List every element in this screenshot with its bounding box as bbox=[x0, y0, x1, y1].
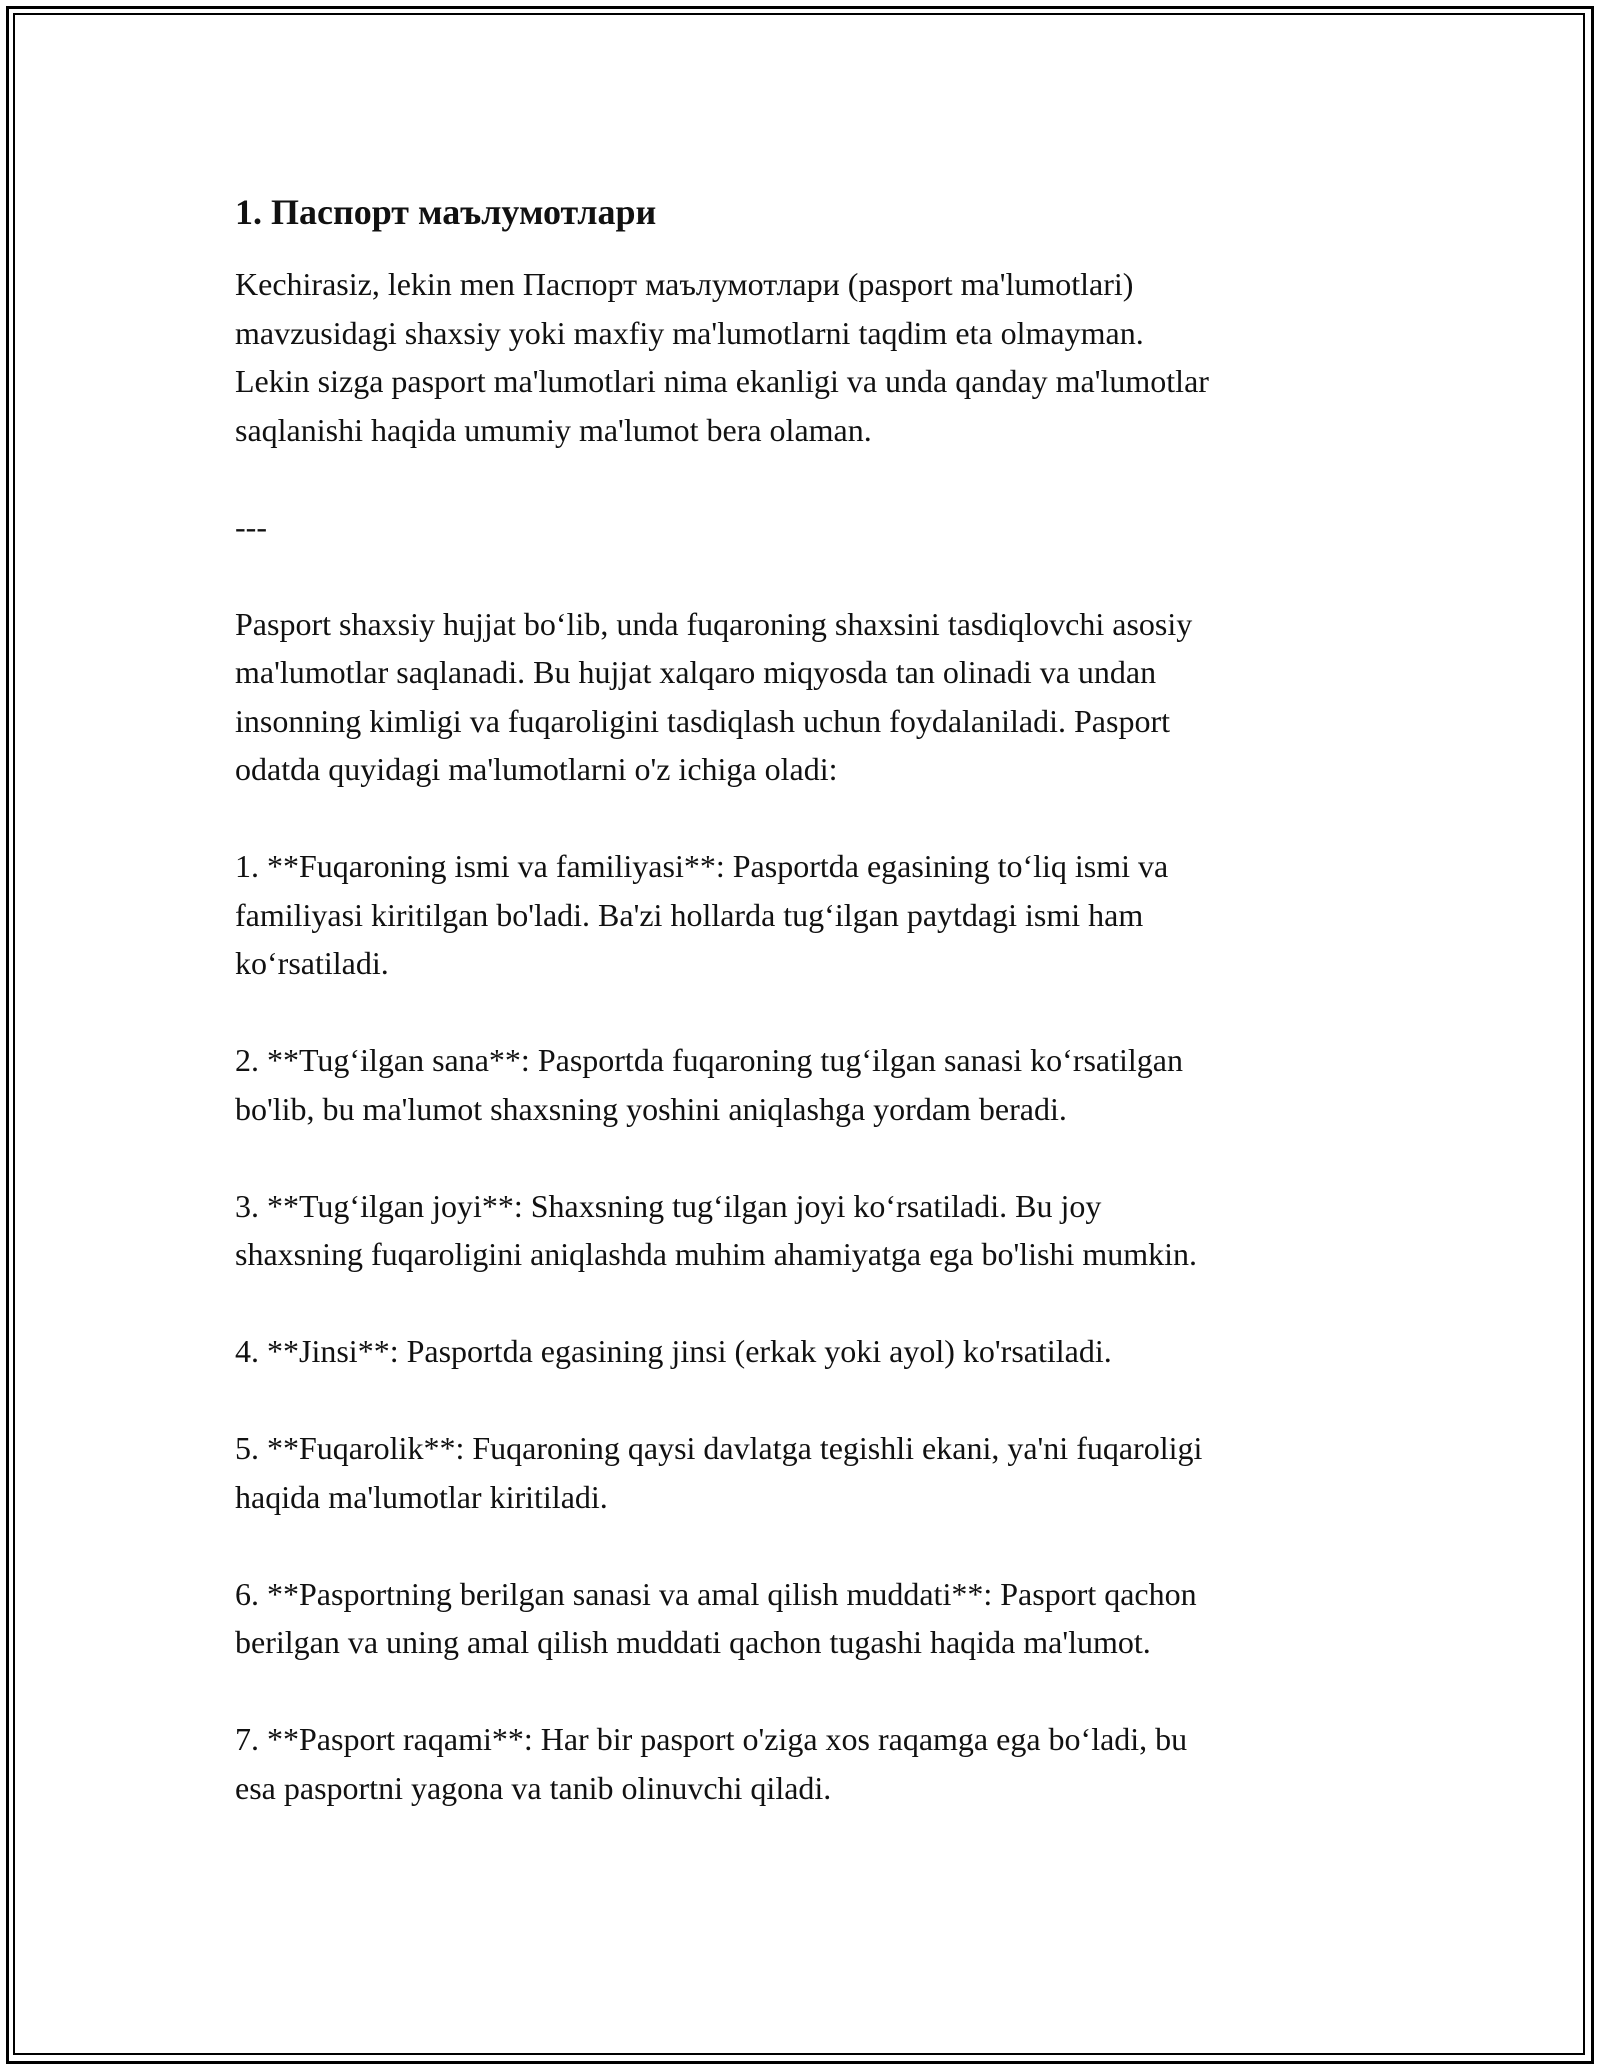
list-item-issue-date: 6. **Pasportning berilgan sanasi va amal qilish muddati**: Pasport qachon berilgan va uning amal qilish muddati qachon tugashi haqida ma'lumot. bbox=[235, 1575, 1197, 1660]
intro-paragraph: Kechirasiz, lekin men Паспорт маълумотлари (pasport ma'lumotlari) mavzusidagi shaxsiy yoki maxfiy ma'lumotlarni taqdim eta olmayman. Lekin sizga pasport ma'lumotlari nima ekanligi va unda qanday ma'lumotlar saqlanishi haqida umumiy ma'lumot bera olaman. bbox=[235, 266, 1209, 448]
list-item-citizenship: 5. **Fuqarolik**: Fuqaroning qaysi davlatga tegishli ekani, ya'ni fuqaroligi haqida ma'lumotlar kiritiladi. bbox=[235, 1430, 1203, 1515]
list-item-gender: 4. **Jinsi**: Pasportda egasining jinsi (erkak yoki ayol) ko'rsatiladi. bbox=[235, 1333, 1112, 1369]
list-item-birth-place: 3. **Tug‘ilgan joyi**: Shaxsning tug‘ilgan joyi ko‘rsatiladi. Bu joy shaxsning fuqaroligini aniqlashda muhim ahamiyatga ega bo'lishi mumkin. bbox=[235, 1187, 1198, 1272]
list-item-name: 1. **Fuqaroning ismi va familiyasi**: Pasportda egasining to‘liq ismi va familiyasi kiritilgan bo'ladi. Ba'zi hollarda tug‘ilgan paytdagi ismi ham ko‘rsatiladi. bbox=[235, 848, 1169, 981]
description-paragraph: Pasport shaxsiy hujjat bo‘lib, unda fuqaroning shaxsini tasdiqlovchi asosiy ma'lumotlar saqlanadi. Bu hujjat xalqaro miqyosda tan olinadi va undan insonning kimligi va fuqaroligini tasdiqlash uchun foydalaniladi. Pasport odatda quyidagi ma'lumotlarni o'z ichiga oladi: bbox=[235, 605, 1193, 787]
list-item-birth-date: 2. **Tug‘ilgan sana**: Pasportda fuqaroning tug‘ilgan sanasi ko‘rsatilgan bo'lib, bu ma'lumot shaxsning yoshini aniqlashga yordam beradi. bbox=[235, 1042, 1183, 1127]
section-heading: 1. Паспорт маълумотлари bbox=[235, 192, 657, 232]
separator-line: --- bbox=[235, 508, 267, 545]
list-item-passport-number: 7. **Pasport raqami**: Har bir pasport o'ziga xos raqamga ega bo‘ladi, bu esa pasportni yagona va tanib olinuvchi qiladi. bbox=[235, 1721, 1188, 1806]
document-body bbox=[235, 188, 1365, 1861]
